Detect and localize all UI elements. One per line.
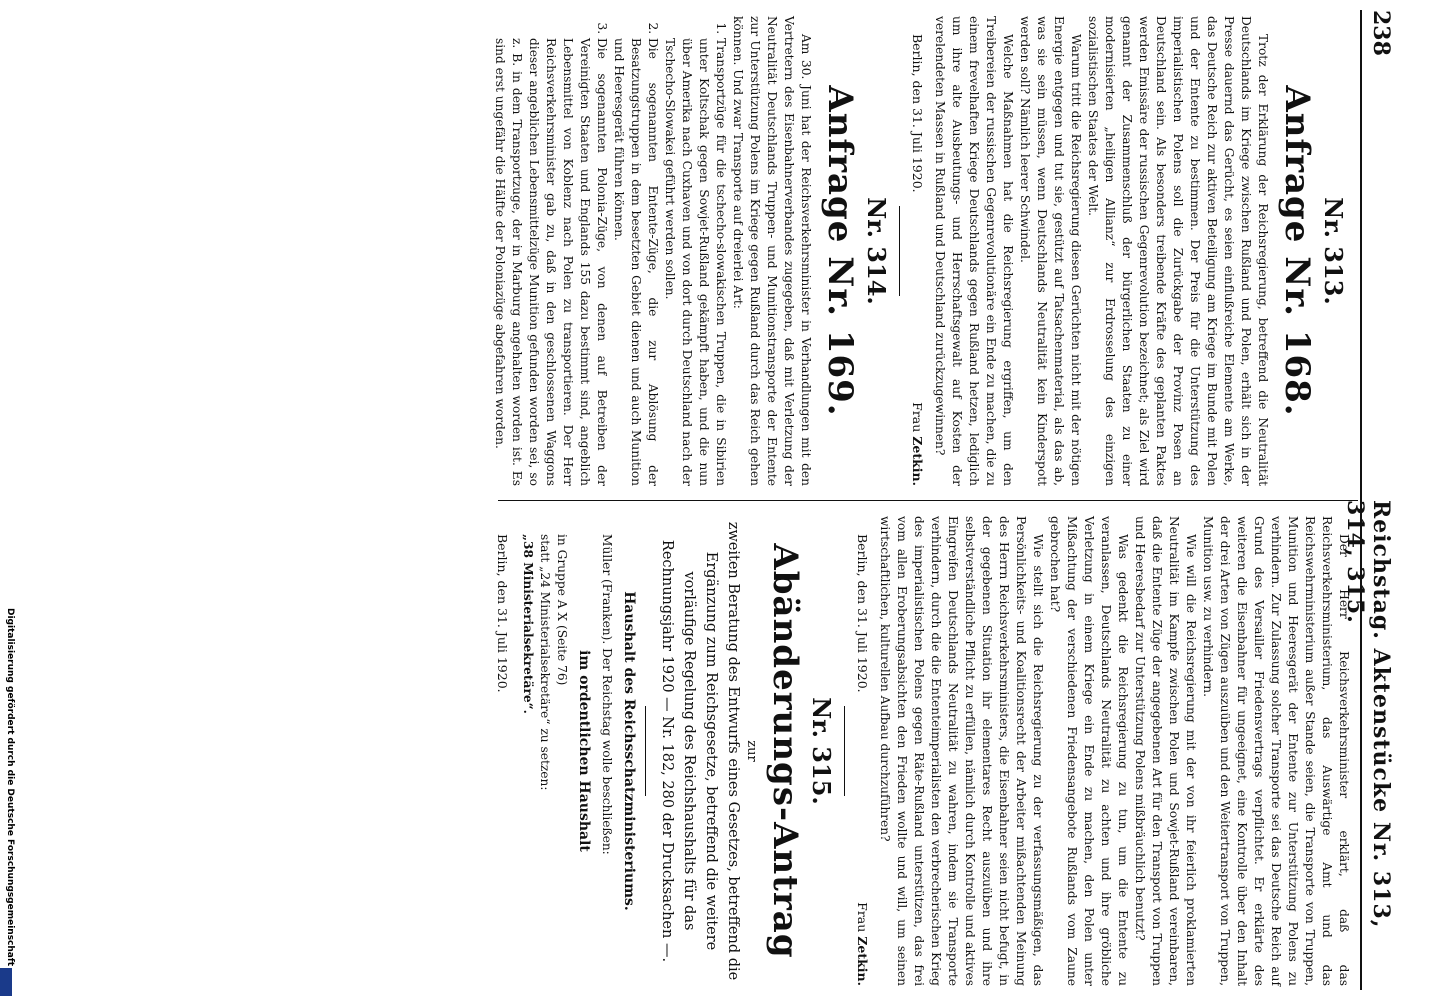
doc314-number: Nr. 314. (862, 197, 891, 305)
doc314-intro: Am 30. Juni hat der Reichsverkehrsminister in Verhandlungen mit den Vertretern des Eisenbahnerverbandes zugegeben, daß mit Verletzung der Neutralität Deutschlands Truppen- und Munitionstransporte der Entente zur Unterstützung Polens im Kriege gegen Rußland durch das Reich gehen können. Und zwar Transporte auf dreierlei Art: (731, 16, 813, 486)
digitization-note: Digitalisierung gefördert durch die Deutsche Forschungsgemeinschaft (5, 608, 15, 967)
list-item: 3. Die sogenannten Polonia-Züge, von denen auf Betreiben der Vereinigten Staaten und Englands 155 dazu bestimmt sind, angeblich Lebensmittel von Koblenz nach Polen zu transportieren. Der Herr Reichsverkehrsminister gab zu, daß in den geschlossenen Waggons dieser angeblichen Lebensmittelzüge Munition gefunden worden sei, so z. B. in dem Transportzuge, der in Marburg angehalten worden ist. Es sind erst ungefähr die Hälfte der Poloniazüge abgefahren worden. (491, 38, 610, 486)
doc313-paragraph-1: Trotz der Erklärung der Reichsregierung, betreffend die Neutralität Deutschlands im Kriege zwischen Rußland und Polen, erhält sich in der Presse dauernd das Gerücht, es seien einflußreiche Elemente am Werke, das Deutsche Reich zur aktiven Beteiligung am Kriege im Bunde mit Polen und der Entente zu bestimmen. Der Preis für die Unterstützung des imperialistischen Polens soll die Zurückgabe der Provinz Posen an Deutschland sein. Als besonders treibende Kräfte des geplanten Paktes werden Emissäre der russischen Gegenrevolution bezeichnet; als Ziel wird genannt der Zusammenschluß der bürgerlichen Staaten zu einer modernisierten „heiligen Allianz“ zur Erdrosselung des einzigen sozialistischen Staates der Welt. (1086, 16, 1270, 486)
doc315-group-line: in Gruppe A X (Seite 76) (555, 534, 569, 686)
running-head: Reichstag. Aktenstücke Nr. 313, 314, 315. (1342, 500, 1394, 929)
doc315-zur: zur (744, 740, 759, 762)
doc313-title: Anfrage Nr. 168. (1277, 85, 1317, 417)
separator-rule (844, 706, 845, 796)
doc313-paragraph-2: Warum tritt die Reichsregierung diesen Gerüchten nicht mit der nötigen Energie entgegen und tut sie, gestützt auf Tatsachenmaterial, als das ab, was sie sein müssen, wenn Deutschlands Neutralität kein Kinderspott werden soll? Nämlich leerer Schwindel. (1018, 16, 1083, 486)
column-divider (498, 500, 1358, 501)
doc315-number: Nr. 315. (807, 697, 836, 805)
doc315-date: Berlin, den 31. Juli 1920. (495, 534, 510, 693)
left-column (491, 16, 1352, 486)
doc313-date: Berlin, den 31. Juli 1920. (910, 34, 925, 193)
doc313-paragraph-3: Welche Maßnahmen hat die Reichsregierung ergriffen, um den Treibereien der russischen Gegenrevolutionäre ein Ende zu machen, die zu einem frevelhaften Kriege Deutschlands gegen Rußland hetzen, lediglich um ihre alte Ausbeutungs- und Herrschaftsgewalt auf Kosten der verelendeten Massen in Rußland und Deutschland zurückzugewinnen? (933, 16, 1015, 486)
doc315-title: Abänderungs-Antrag (765, 543, 805, 959)
right-column (494, 516, 1352, 986)
doc315-budget: im ordentlichen Haushalt (576, 650, 592, 852)
doc314-paragraph-cont-4: Wie stellt sich die Reichsregierung zu der verfassungsmäßigen, das Persönlichkeits- und Koalitionsrecht der Arbeiter mißachtenden Meinung des Herrn Reichsverkehrsministers, die Eisenbahner seien nicht befugt, in der gegebenen Situation ihr elementares Recht auszuüben und ihre selbstverständliche Pflicht zu erfüllen, nämlich durch Kontrolle und aktives Eingreifen Deutschlands Neutralität zu wahren, indem sie Transporte verhindern, durch die die Ententeimperialisten den verbrecherischen Krieg des imperialistischen Polens gegen Räte-Rußland unterstützen, das frei vom allen Eroberungsabsichten den Frieden wollte und will, um seinen wirtschaftlichen, kulturellen Aufbau durchzuführen? (878, 516, 1045, 986)
doc314-signature (855, 516, 870, 986)
header-rule (1360, 10, 1362, 990)
doc315-section-title: Haushalt des Reichsschatzministeriums. (621, 591, 637, 911)
separator-rule (645, 706, 646, 796)
list-item: 2. Die sogenannten Entente-Züge, die zur Ablösung der Besatzungstruppen in dem besetzten Gebiet dienen und auch Munition und Heeresgerät führen können. (610, 38, 661, 486)
dfg-logo-icon (0, 968, 12, 996)
doc314-paragraph-cont-1: Der Herr Reichsverkehrsminister erklärt, daß das Reichsverkehrsministerium, das Auswärtige Amt und das Reichswehrministerium außer Stande seien, die Transporte von Truppen, Munition und Heeresgerät der Entente zur Unterstützung Polens zu verhindern. Zur Zulassung solcher Transporte sei das Deutsche Reich auf Grund des Versailler Friedensvertrags verpflichtet. Er erklärte des weiteren die Eisenbahner für ungeeignet, eine Kontrolle über den Inhalt der drei Arten von Zügen auszuüben und den Weitertransport von Truppen, Munition usw. zu verhindern. (1201, 516, 1351, 986)
doc314-paragraph-cont-3: Was gedenkt die Reichsregierung zu tun, um die Entente zu veranlassen, Deutschlands Neutralität zu achten und ihre gröbliche Verletzung in einem Kriege ein Ende zu machen, den Polen unter Mißachtung der verschiedenen Friedensangebote Rußlands vom Zaune gebrochen hat? (1048, 516, 1130, 986)
doc315-instead: statt „24 Ministerialsekretäre“ zu setzen: (538, 534, 552, 791)
footer (0, 0, 15, 1000)
list-item: 1. Transportzüge für die tschecho-slowakischen Truppen, die in Sibirien unter Koltschak gegen Sowjet-Rußland gekämpft haben, und die nun über Amerika nach Cuxhaven und von dort durch Deutschland nach der Tschecho-Slowakei geführt werden sollen. (661, 38, 729, 486)
separator-rule (899, 206, 900, 296)
doc315-new-value: „38 Ministerialsekretäre“. (521, 534, 535, 714)
doc315-motion: Müller (Franken). Der Reichstag wolle beschließen: (600, 534, 614, 855)
doc314-title: Anfrage Nr. 169. (820, 85, 860, 417)
doc314-paragraph-cont-2: Wie will die Reichsregierung mit der von ihr feierlich proklamierten Neutralität im Kampfe zwischen Polen und Sowjet-Rußland vereinbaren, daß die Entente Züge der angegebenen Art für den Transport von Truppen und Heeresbedarf zur Unterstützung Polens mißbräuchlich benutzt? (1133, 516, 1198, 986)
doc315-body: zweiten Beratung des Entwurfs eines Gesetzes, betreffend die Ergänzung zum Reichsgesetze, betreffend die weitere vorläufige Regelung des Reichshaushalts für das Rechnungsjahr 1920 — Nr. 182, 280 der Drucksachen —. (659, 521, 741, 981)
doc313-signer: Frau Zetkin. (910, 402, 925, 486)
doc313-signature (910, 16, 925, 486)
doc314-signer: Frau Zetkin. (855, 902, 870, 986)
doc314-date: Berlin, den 31. Juli 1920. (855, 534, 870, 693)
doc313-number: Nr. 313. (1319, 197, 1348, 305)
doc314-transport-list (491, 16, 729, 486)
page-number: 238 (1368, 10, 1394, 56)
